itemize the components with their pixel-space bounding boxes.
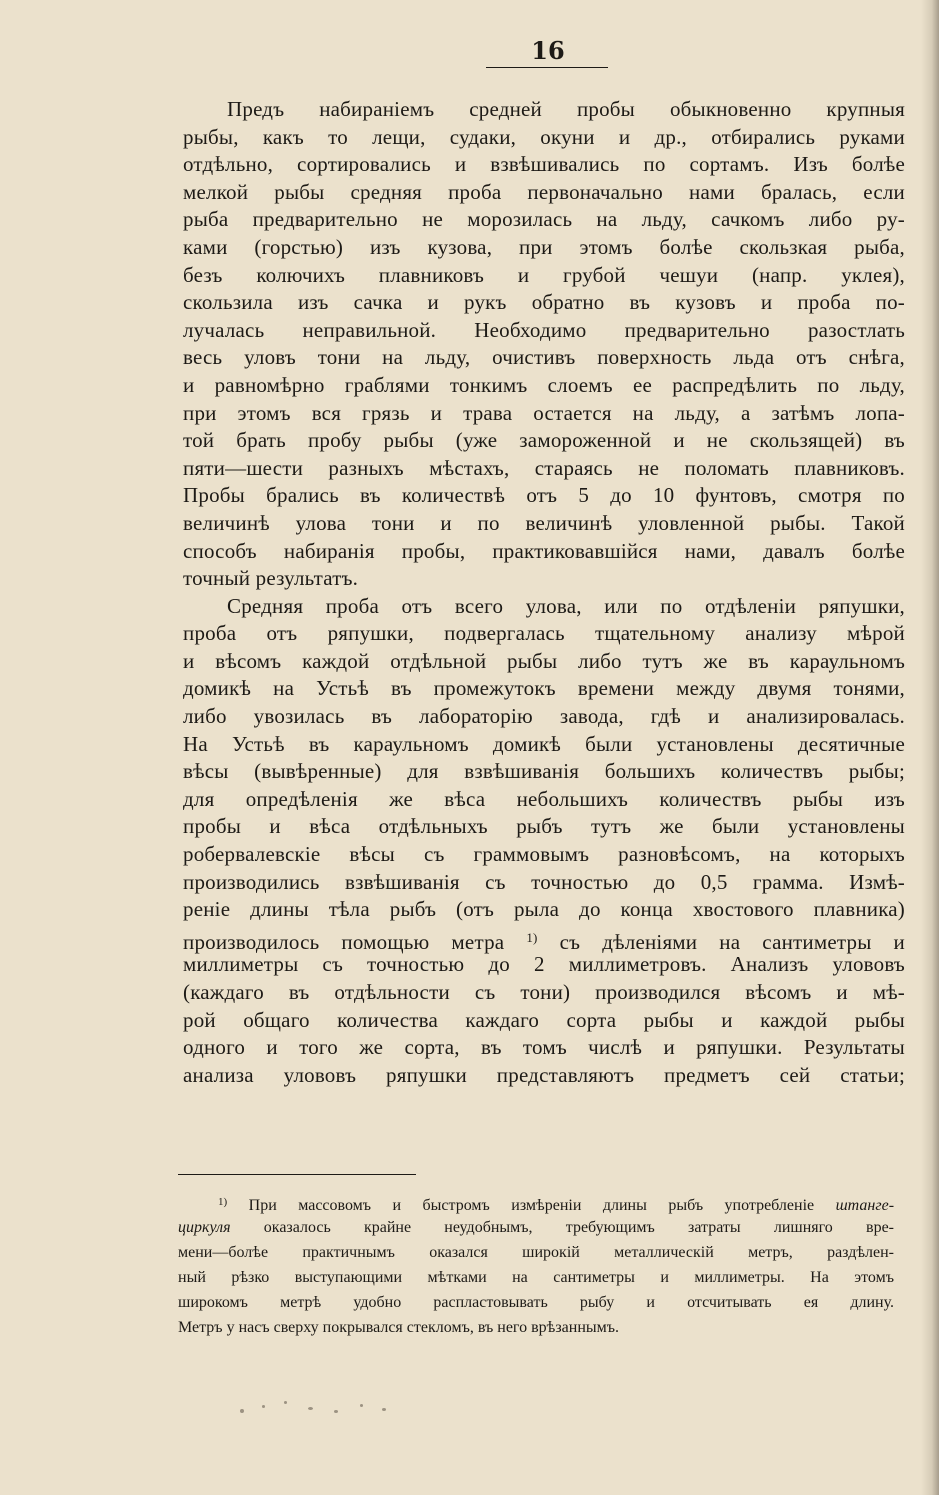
print-smudge (232, 1395, 412, 1421)
text-line: (каждаго въ отдѣльности съ тони) производился вѣсомъ и мѣ- (183, 980, 905, 1004)
page-edge-shadow (921, 0, 939, 1495)
text-line: лучалась неправильной. Необходимо предварительно разостлать (183, 317, 905, 342)
footnote-line (178, 1215, 894, 1240)
footnote-line: Метръ у насъ сверху покрывался стекломъ, въ него врѣзаннымъ. (178, 1319, 620, 1336)
text-line: одного и того же сорта, въ томъ числѣ и ряпушки. Результаты (183, 1035, 905, 1060)
footnote-line (178, 1190, 894, 1215)
footnote-italic-term: штанге- (835, 1197, 895, 1214)
smudge-speck (262, 1405, 265, 1408)
footnote-line: широкомъ метрѣ удобно распластовывать рыбу и отсчитывать ея длину. (178, 1294, 894, 1311)
text-line: Пробы брались въ количествѣ отъ 5 до 10 фунтовъ, смотря по (183, 483, 905, 508)
paragraph-2 (183, 593, 905, 1090)
text-line: вѣсы (вывѣренные) для взвѣшиванія большихъ количествъ рыбы; (183, 759, 905, 784)
footnote-text: При массовомъ и быстромъ измѣреніи длины рыбъ употребленіе (248, 1197, 815, 1214)
text-line: точный результатъ. (183, 566, 359, 591)
text-line: проба отъ ряпушки, подвергалась тщательному анализу мѣрой (183, 621, 905, 646)
text-line: миллиметры съ точностью до 2 миллиметровъ. Анализъ улововъ (183, 952, 905, 977)
smudge-speck (334, 1410, 338, 1413)
text-line: анализа улововъ ряпушки представляютъ предметъ сей статьи; (183, 1062, 905, 1087)
page-number-rule (486, 67, 608, 68)
footnote-text: оказалось крайне неудобнымъ, требующимъ затраты лишняго вре- (263, 1219, 895, 1236)
text-line: и вѣсомъ каждой отдѣльной рыбы либо тутъ же въ караульномъ (183, 648, 905, 673)
main-text (183, 96, 905, 1089)
text-line: скользила изъ сачка и рукъ обратно въ кузовъ и проба по- (183, 290, 905, 315)
footnote (178, 1190, 894, 1340)
text-line: производились взвѣшиванія съ точностью до 0,5 грамма. Измѣ- (183, 869, 905, 894)
text-line: величинѣ улова тони и по величинѣ уловленной рыбы. Такой (183, 510, 905, 535)
text-line: пяти—шести разныхъ мѣстахъ, стараясь не поломать плавниковъ. (183, 455, 905, 480)
text-fragment: съ дѣленіями на сантиметры и (559, 929, 905, 954)
text-line: рыбы, какъ то лещи, судаки, окуни и др., отбирались руками (183, 124, 905, 149)
footnote-marker: 1) (218, 1196, 228, 1208)
text-line: пробы и вѣса отдѣльныхъ рыбъ тутъ же были установлены (183, 814, 905, 839)
text-line: рыба предварительно не морозилась на льду, сачкомъ либо ру- (183, 207, 905, 232)
smudge-speck (240, 1409, 244, 1413)
smudge-speck (382, 1408, 386, 1411)
text-line: ками (горстью) изъ кузова, при этомъ болѣе скользкая рыба, (183, 234, 905, 259)
smudge-speck (360, 1404, 363, 1407)
text-line: безъ колючихъ плавниковъ и грубой чешуи (напр. уклея), (183, 262, 905, 287)
footnote-reference: 1) (526, 929, 538, 945)
text-line: реніе длины тѣла рыбъ (отъ рыла до конца хвостового плавника) (183, 897, 905, 922)
text-line: либо увозилась въ лабораторію завода, гдѣ и анализировалась. (183, 704, 905, 729)
paragraph-1 (183, 96, 905, 593)
text-fragment: производилось помощью метра (183, 929, 505, 954)
smudge-speck (308, 1407, 313, 1410)
text-line: отдѣльно, сортировались и взвѣшивались по сортамъ. Изъ болѣе (183, 152, 905, 177)
footnote-separator (178, 1174, 416, 1175)
text-line: Средняя проба отъ всего улова, или по отдѣленіи ряпушки, (227, 593, 905, 618)
text-line: рой общаго количества каждаго сорта рыбы и каждой рыбы (183, 1007, 905, 1032)
text-line: при этомъ вся грязь и трава остается на льду, а затѣмъ лопа- (183, 400, 905, 425)
text-line: мелкой рыбы средняя проба первоначально нами бралась, если (183, 179, 905, 204)
footnote-italic-term: циркуля (178, 1219, 231, 1236)
text-line: весь уловъ тони на льду, очистивъ поверхность льда отъ снѣга, (183, 345, 905, 370)
footnote-line: мени—болѣе практичнымъ оказался широкій металлическій метръ, раздѣлен- (178, 1244, 894, 1261)
text-line: и равномѣрно граблями тонкимъ слоемъ ее распредѣлить по льду, (183, 372, 905, 397)
text-line: робервалевскіе вѣсы съ граммовымъ разновѣсомъ, на которыхъ (183, 842, 905, 867)
text-line-with-footnote-ref (183, 924, 905, 952)
text-line: способъ набиранія пробы, практиковавшійся нами, давалъ болѣе (183, 538, 905, 563)
text-line: На Устьѣ въ караульномъ домикѣ были установлены десятичные (183, 731, 905, 756)
smudge-speck (284, 1401, 287, 1404)
text-line: для опредѣленія же вѣса небольшихъ количествъ рыбы изъ (183, 786, 905, 811)
text-line: домикѣ на Устьѣ въ промежутокъ времени между двумя тонями, (183, 676, 905, 701)
text-line: той брать пробу рыбы (уже замороженной и не скользящей) въ (183, 428, 905, 453)
text-line: Предъ набираніемъ средней пробы обыкновенно крупныя (227, 97, 905, 121)
footnote-line: ный рѣзко выступающими мѣтками на сантиметры и миллиметры. На этомъ (178, 1269, 894, 1286)
page-number: 16 (531, 36, 565, 65)
